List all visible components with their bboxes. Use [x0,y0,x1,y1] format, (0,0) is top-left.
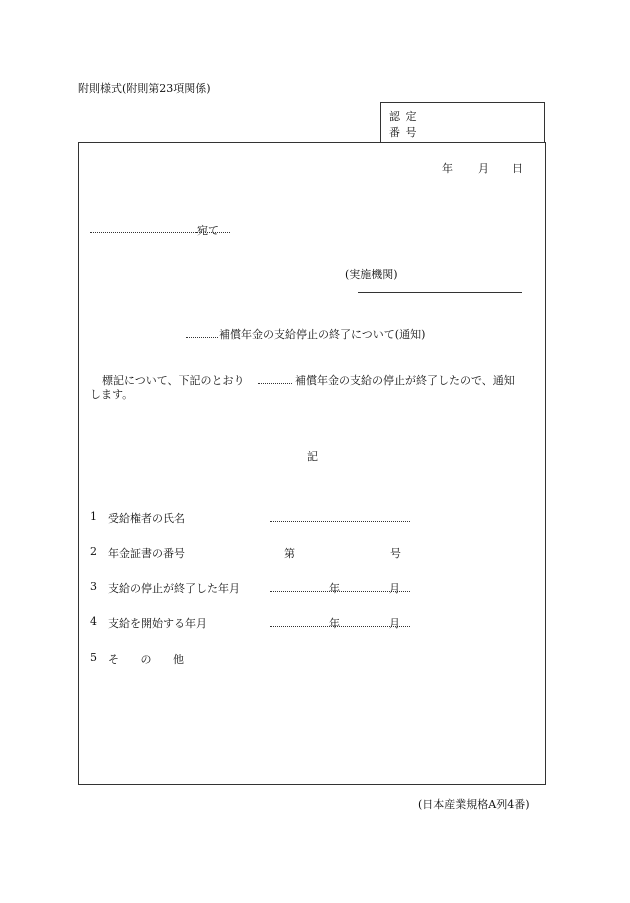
certification-label-line2: 番 号 [389,126,418,139]
title-prefix-blank[interactable] [186,337,218,338]
form-header-label: 附則様式(附則第23項関係) [78,82,211,95]
date-day-label: 日 [512,162,523,175]
item-4-label: 支給を開始する年月 [108,617,207,630]
body-text-line2: します。 [90,388,134,401]
date-month-label: 月 [478,162,489,175]
issuer-signature-line[interactable] [358,292,522,293]
footer-paper-size-note: (日本産業規格A列4番) [418,798,530,811]
addressee-suffix: 宛て [197,224,219,237]
item-5-number: 5 [90,651,97,664]
body-text-part2: 補償年金の支給の停止が終了したので、通知 [295,374,515,387]
body-text-part1: 標記について、下記のとおり [102,374,245,387]
date-year-label: 年 [442,162,453,175]
addressee-suffix-underline [196,232,230,233]
item-1-label: 受給権者の氏名 [108,512,185,525]
certification-label-line1: 認 定 [389,110,418,123]
item-2-number: 2 [90,545,97,558]
addressee-blank[interactable] [90,232,196,233]
item-4-month: 月 [389,617,400,630]
item-4-number: 4 [90,615,97,628]
certification-number-box [380,102,545,142]
body-prefix-blank[interactable] [258,383,292,384]
item-1-number: 1 [90,510,97,523]
ki-heading: 記 [307,450,318,463]
issuer-label: (実施機関) [345,268,398,281]
item-4-year: 年 [329,617,340,630]
item-3-month: 月 [389,582,400,595]
item-3-number: 3 [90,580,97,593]
notice-title: 補償年金の支給停止の終了について(通知) [219,328,426,341]
item-3-label: 支給の停止が終了した年月 [108,582,240,595]
item-5-label: そ の 他 [108,653,184,666]
item-3-year: 年 [329,582,340,595]
item-2-label: 年金証書の番号 [108,547,185,560]
item-2-suffix: 号 [390,547,401,560]
item-2-prefix: 第 [284,547,295,560]
item-1-field[interactable] [270,521,410,522]
